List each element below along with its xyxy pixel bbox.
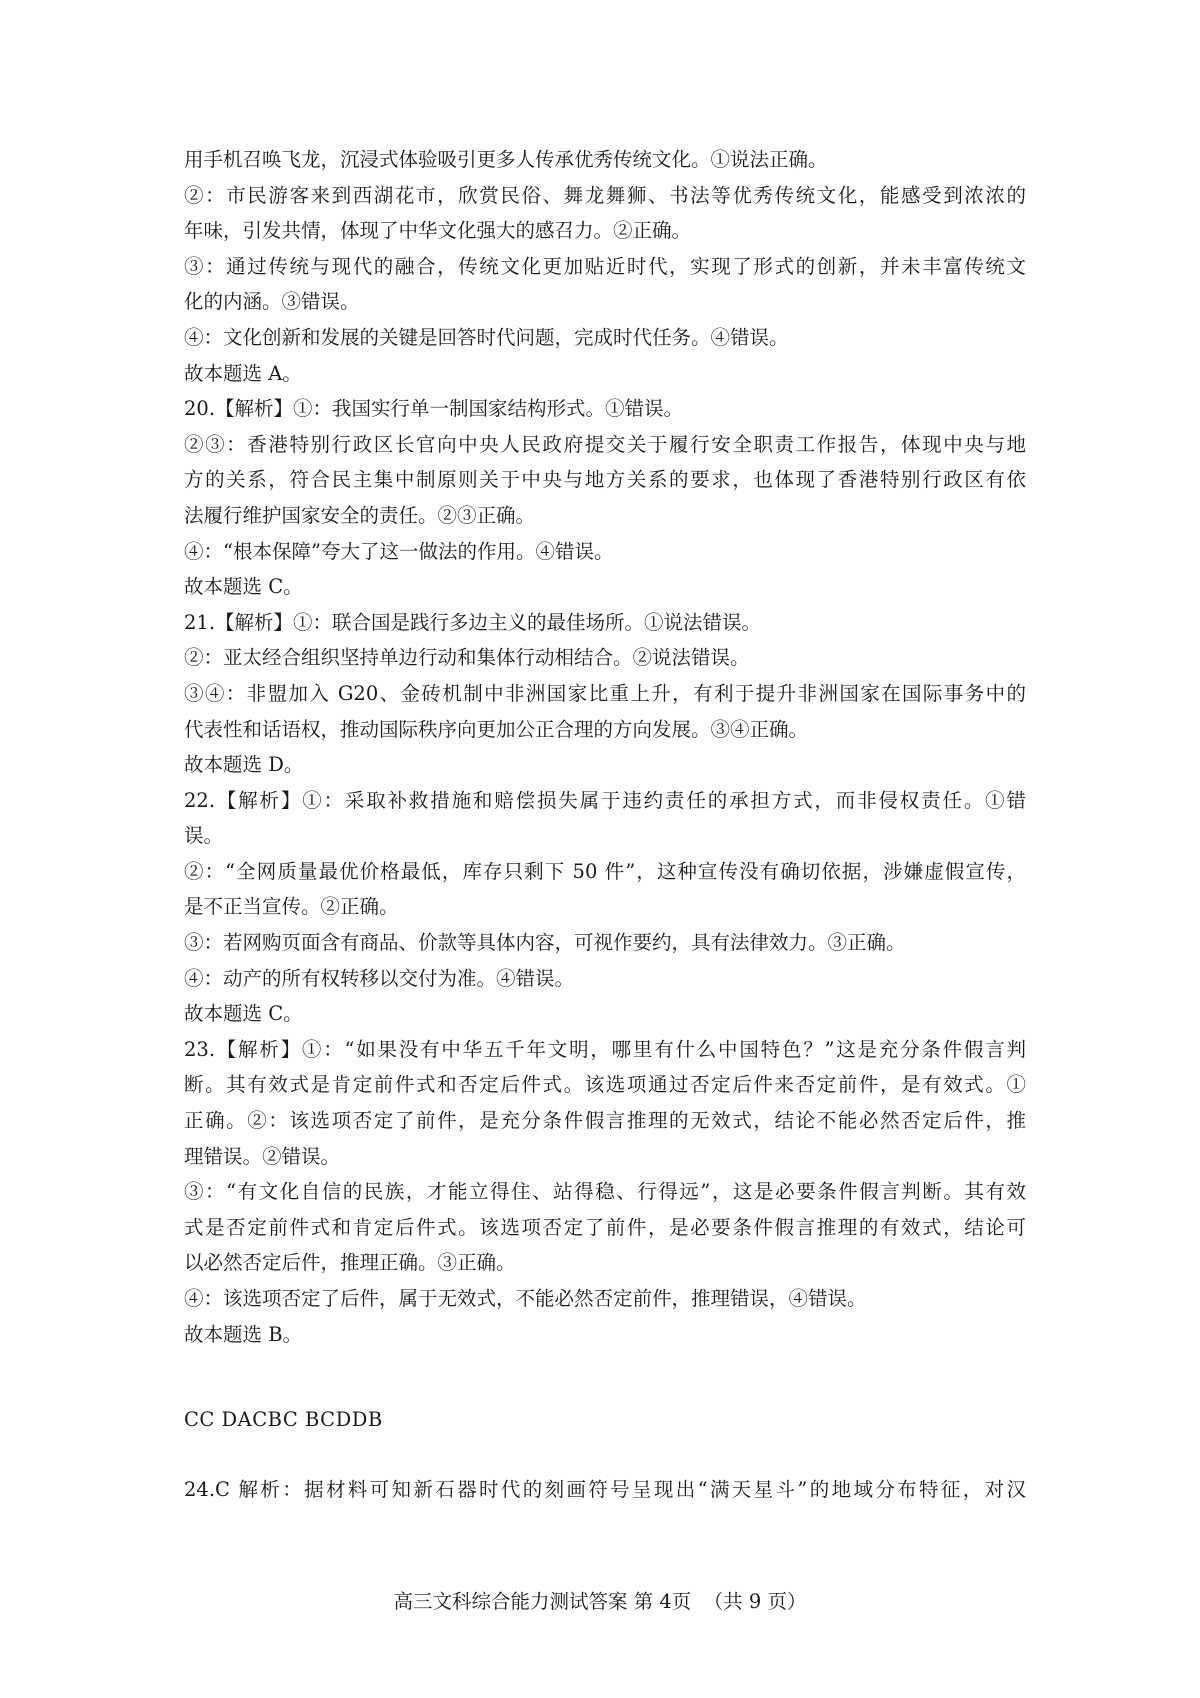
text-line: ③：若网购页面含有商品、价款等具体内容，可视作要约，具有法律效力。③正确。 <box>184 931 906 955</box>
text-line: ②：“全网质量最优价格最低，库存只剩下 50 件”，这种宣传没有确切依据，涉嫌虚假宣传， <box>184 859 1026 883</box>
question-23-heading: 23.【解析】①：“如果没有中华五千年文明，哪里有什么中国特色？”这是充分条件假言判 <box>184 1037 1026 1061</box>
page-footer: 高三文科综合能力测试答案 第 4页 （共 9 页） <box>393 1590 807 1613</box>
text-line: 正确。②：该选项否定了前件，是充分条件假言推理的无效式，结论不能必然否定后件，推 <box>184 1109 1026 1133</box>
question-20-heading: 20.【解析】①：我国实行单一制国家结构形式。①错误。 <box>184 397 684 421</box>
text-line: 故本题选 B。 <box>184 1322 303 1346</box>
text-line: 是不正当宣传。②正确。 <box>184 895 399 919</box>
text-line: ③④：非盟加入 G20、金砖机制中非洲国家比重上升，有利于提升非洲国家在国际事务中的 <box>184 681 1026 705</box>
text-line: ④：动产的所有权转移以交付为准。④错误。 <box>184 966 575 990</box>
text-line: 故本题选 C。 <box>184 1002 303 1026</box>
text-line: ③：通过传统与现代的融合，传统文化更加贴近时代，实现了形式的创新，并未丰富传统文 <box>184 254 1026 278</box>
text-line: ④：文化创新和发展的关键是回答时代问题，完成时代任务。④错误。 <box>184 325 789 349</box>
text-line: ②：亚太经合组织坚持单边行动和集体行动相结合。②说法错误。 <box>184 646 750 670</box>
spacer <box>184 1352 1026 1386</box>
text-line: 用手机召唤飞龙，沉浸式体验吸引更多人传承优秀传统文化。①说法正确。 <box>184 148 828 171</box>
text-line: 代表性和话语权，推动国际秩序向更加公正合理的方向发展。③④正确。 <box>184 717 809 741</box>
text-line: 法履行维护国家安全的责任。②③正确。 <box>184 503 536 527</box>
answer-explanations <box>184 142 1026 1507</box>
text-line: ④：“根本保障”夸大了这一做法的作用。④错误。 <box>184 539 614 563</box>
text-line: 年味，引发共情，体现了中华文化强大的感召力。②正确。 <box>184 219 692 243</box>
text-line: 方的关系，符合民主集中制原则关于中央与地方关系的要求，也体现了香港特别行政区有依 <box>184 468 1026 492</box>
text-line: 式是否定前件式和肯定后件式。该选项否定了前件，是必要条件假言推理的有效式，结论可 <box>184 1215 1026 1239</box>
text-line: 误。 <box>184 824 224 848</box>
question-22-heading: 22.【解析】①：采取补救措施和赔偿损失属于违约责任的承担方式，而非侵权责任。①错 <box>184 788 1026 812</box>
text-line: ④：该选项否定了后件，属于无效式，不能必然否定前件，推理错误，④错误。 <box>184 1287 867 1310</box>
text-line: ②③：香港特别行政区长官向中央人民政府提交关于履行安全职责工作报告，体现中央与地 <box>184 432 1026 456</box>
text-line: ③：“有文化自信的民族，才能立得住、站得稳、行得远”，这是必要条件假言判断。其有效 <box>184 1180 1026 1204</box>
text-line: ②：市民游客来到西湖花市，欣赏民俗、舞龙舞狮、书法等优秀传统文化，能感受到浓浓的 <box>184 183 1026 207</box>
spacer <box>184 1386 1026 1402</box>
question-21-heading: 21.【解析】①：联合国是践行多边主义的最佳场所。①说法错误。 <box>184 610 762 634</box>
text-line: 以必然否定后件，推理正确。③正确。 <box>184 1251 516 1275</box>
text-line: 理错误。②错误。 <box>184 1144 341 1168</box>
text-line: 断。其有效式是肯定前件式和否定后件式。该选项通过否定后件来否定前件，是有效式。① <box>184 1073 1026 1097</box>
spacer <box>184 1438 1026 1472</box>
text-line: 故本题选 A。 <box>184 361 302 385</box>
text-line: 故本题选 C。 <box>184 575 303 599</box>
answer-key: CC DACBC BCDDB <box>184 1408 383 1432</box>
text-line: 化的内涵。③错误。 <box>184 290 360 314</box>
text-line: 故本题选 D。 <box>184 753 304 777</box>
question-24-heading: 24.C 解析：据材料可知新石器时代的刻画符号呈现出“满天星斗”的地域分布特征，对汉 <box>184 1477 1026 1501</box>
